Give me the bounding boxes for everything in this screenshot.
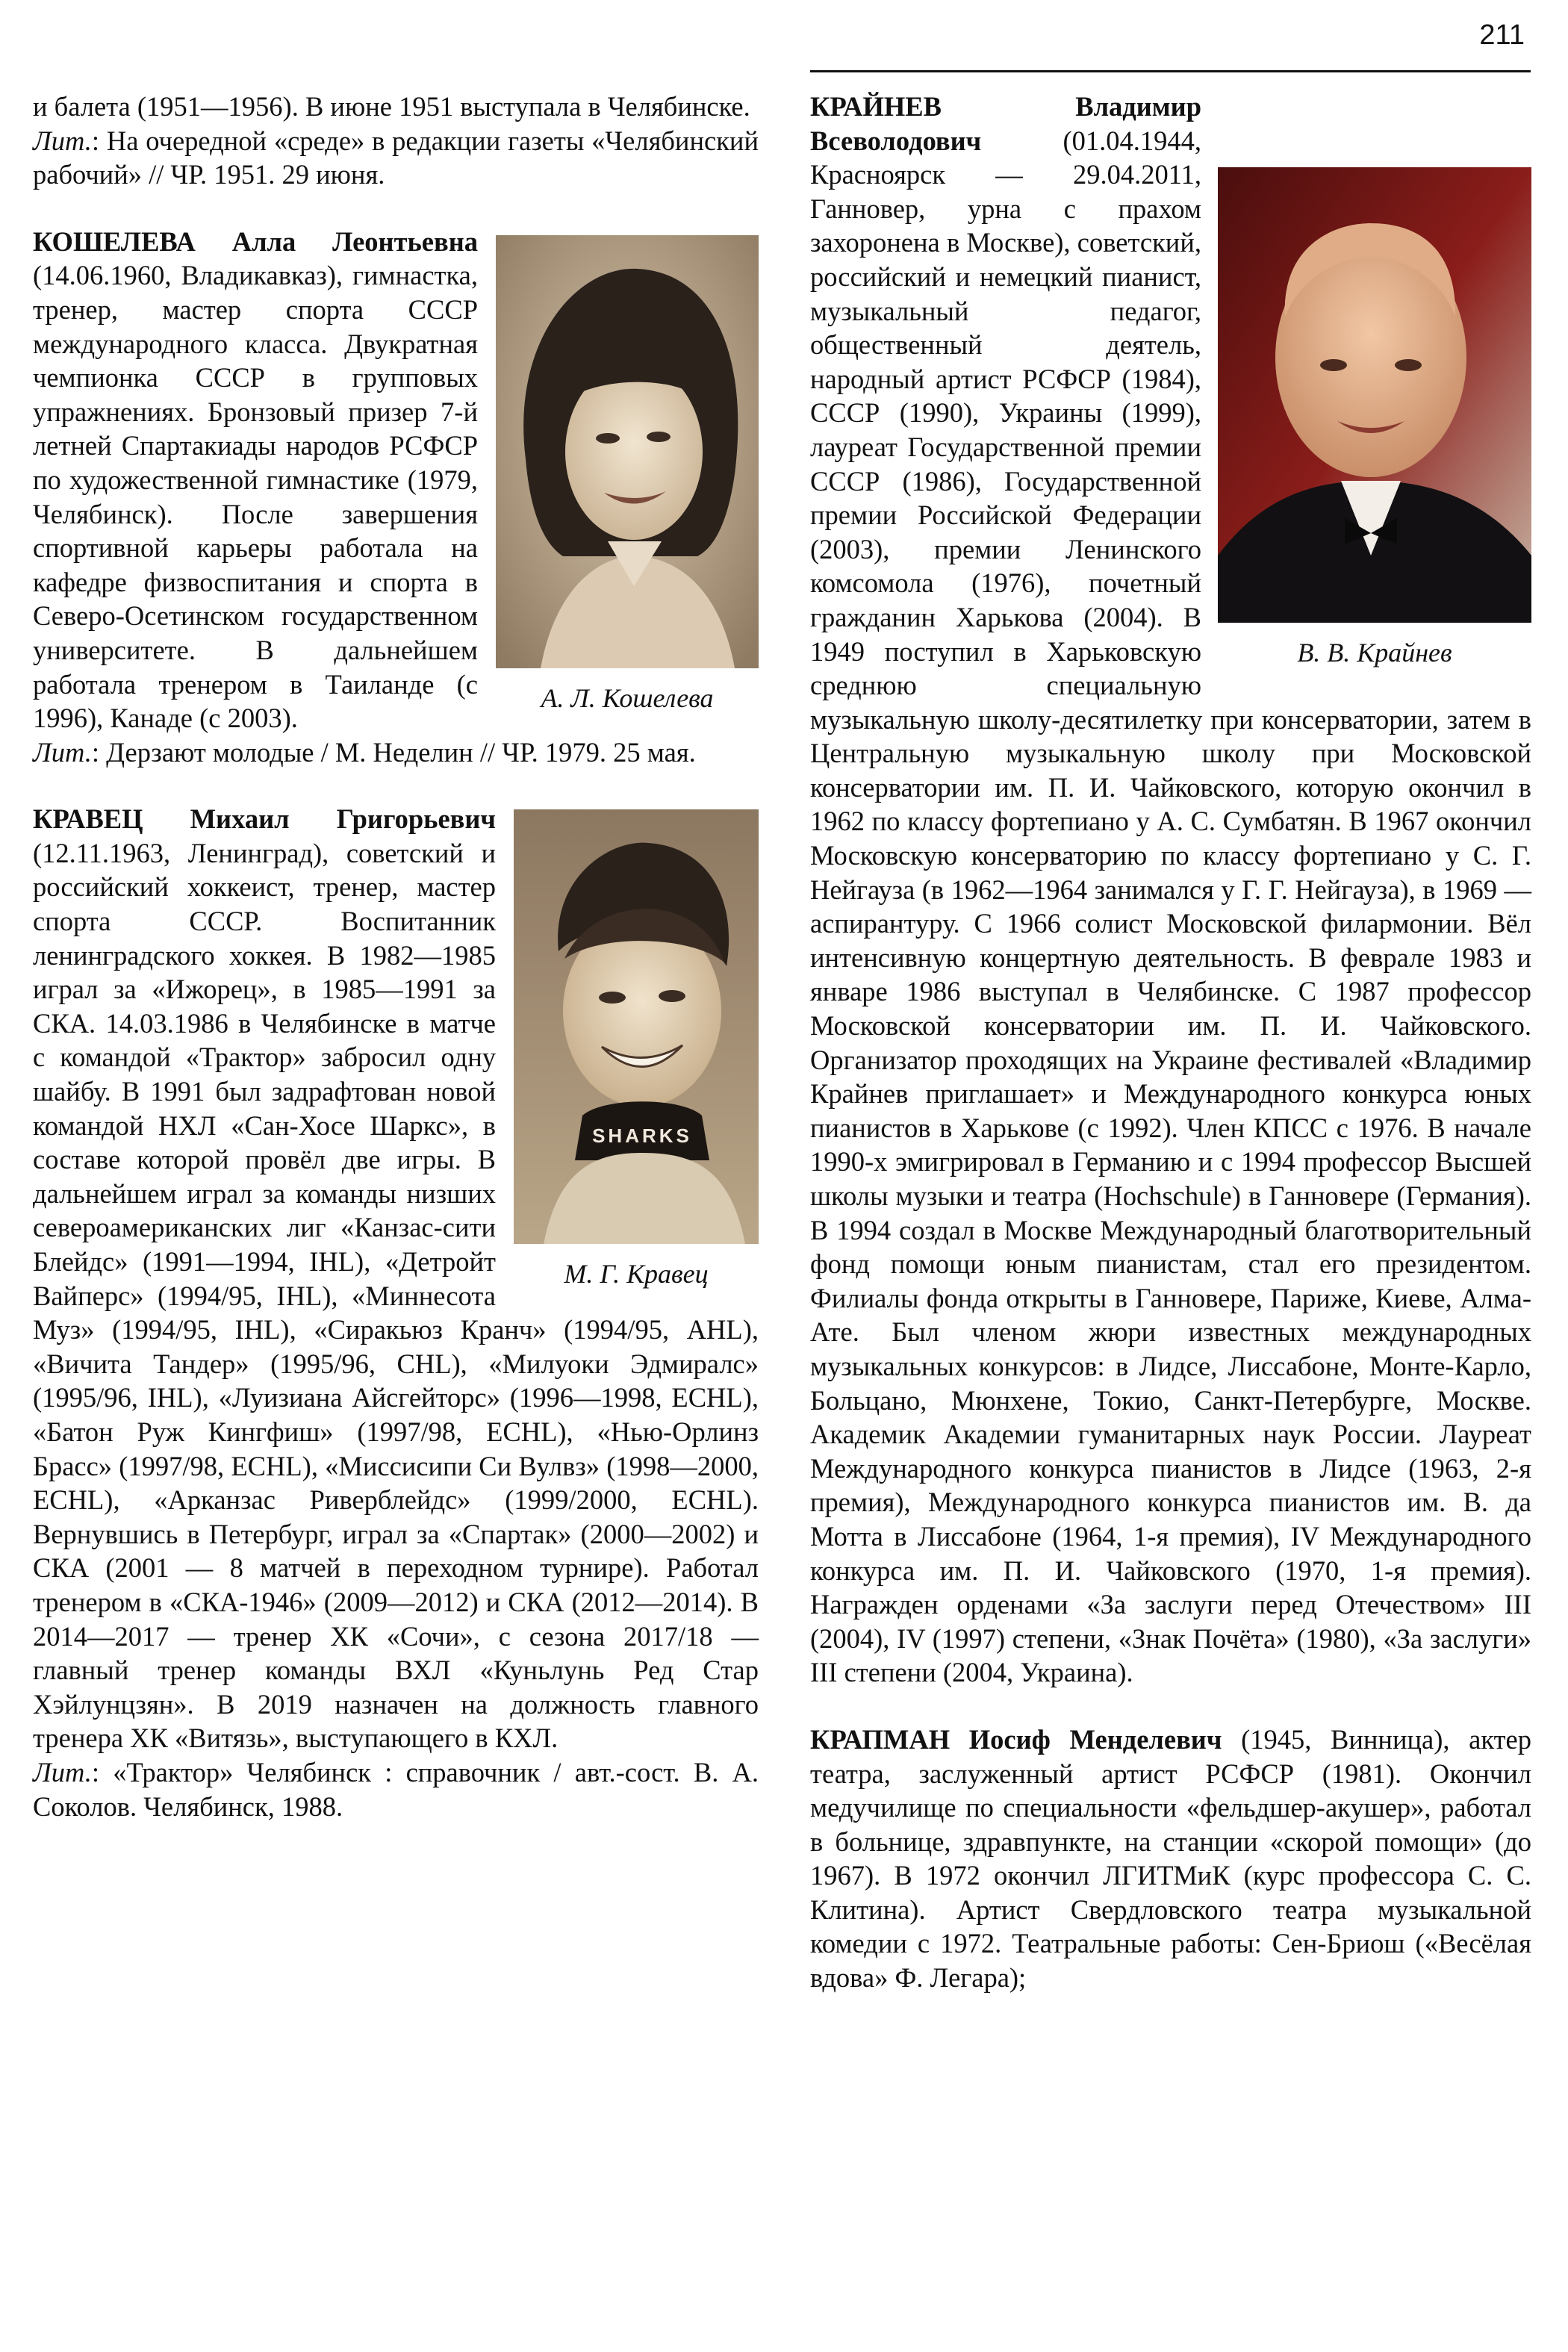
header-rule — [810, 70, 1531, 72]
photo-figure-krainev — [1218, 167, 1531, 675]
page-number: 211 — [1479, 19, 1525, 51]
photo-figure-kosheleva — [496, 235, 759, 721]
photo-caption: В. В. Крайнев — [1297, 638, 1452, 668]
portrait-photo-kravets — [514, 809, 759, 1244]
entry-text: КРАПМАН Иосиф Менделевич (1945, Винница), актер театра, заслуженный артист РСФСР (1981). Окончил медучилище по специальности «фельдшер-акушер», работал в больнице, здравпункте, на станции «скорой помощи» (до 1967). В 1972 окончил ЛГИТМиК (курс профессора С. С. Клитина). Артист Свердловского театра музыкальной комедии с 1972. Театральные работы: Сен-Бриош («Весёлая вдова» Ф. Легара); — [810, 1723, 1532, 1994]
entry-continuation — [33, 90, 759, 192]
entry-text: и балета (1951—1956). В июне 1951 выступала в Челябинске. — [33, 91, 750, 122]
right-column — [810, 90, 1531, 2028]
entry-kravets — [33, 802, 759, 1823]
entry-text: КРАЙНЕВ Владимир Всеволодович (01.04.1944, Красноярск — 29.04.2011, Ганновер, урна с прахом захоронена в Москве), советский, российский и немецкий пианист, музыкальный педагог, общественный деятель, народный артист РСФСР (1984), СССР (1990), Украины (1999), лауреат Государственной премии СССР (1986), Государственной премии Российской Федерации (2003), премии Ленинского комсомола (1976), почетный гражданин Харькова (2004). В 1949 поступил в Харьковскую среднюю специальную музыкальную школу-десятилетку при консерватории, затем в Центральную музыкальную школу при Московской консерватории им. П. И. Чайковского, которую окончил в 1962 по классу фортепиано у А. С. Сумбатян. В 1967 окончил Московскую консерваторию по классу фортепиано у С. Г. Нейгауза (в 1962—1964 занимался у Г. Г. Нейгауза), в 1969 — аспирантуру. С 1966 солист Московской филармонии. Вёл интенсивную концертную деятельность. В феврале 1983 и январе 1986 выступал в Челябинске. С 1987 профессор Московской консерватории им. П. И. Чайковского. Организатор проходящих на Украине фестивалей «Владимир Крайнев приглашает» и Международного конкурса юных пианистов в Харькове (с 1992). Член КПСС с 1976. В начале 1990-х эмигрировал в Германию и с 1994 профессор Высшей школы музыки и театра (Hochschule) в Ганновере (Германия). В 1994 создал в Москве Международный благотворительный фонд помощи юным пианистам, стал его президентом. Филиалы фонда открыты в Ганновере, Париже, Киеве, Алма-Ате. Был членом жюри известных международных музыкальных конкурсов: в Лидсе, Лиссабоне, Монте-Карло, Больцано, Мюнхене, Токио, Санкт-Петербурге, Москве. Академик Академии гуманитарных наук России. Лауреат Международного конкурса пианистов в Лидсе (1963, 2-я премия), Международного конкурса пианистов им. В. да Мотта в Лиссабоне (1964, 1-я премия), IV Международного конкурса им. П. И. Чайковского (1970, 1-я премия). Награжден орденами «За заслуги перед Отечеством» III (2004), IV (1997) степени, «Знак Почёта» (1980), «За заслуги» III степени (2004, Украина). — [810, 91, 1531, 1688]
portrait-image — [514, 809, 759, 1244]
entry-name: КРАВЕЦ Михаил Григорьевич — [33, 803, 496, 835]
entry-literature: Лит.: Дерзают молодые / М. Неделин // ЧР. 1979. 25 мая. — [33, 736, 696, 768]
portrait-photo-kosheleva — [496, 235, 759, 668]
portrait-image — [496, 235, 759, 668]
entry-name: КРАЙНЕВ Владимир Всеволодович — [810, 91, 1201, 156]
portrait-photo-krainev — [1218, 167, 1531, 623]
entry-name: КРАПМАН Иосиф Менделевич — [810, 1723, 1222, 1755]
entry-text: КРАВЕЦ Михаил Григорьевич (12.11.1963, Ленинград), советский и российский хоккеист, тренер, мастер спорта СССР. Воспитанник ленинградского хоккея. В 1982—1985 играл за «Ижорец», в 1985—1991 за СКА. 14.03.1986 в Челябинске в матче с командой «Трактор» забросил одну шайбу. В 1991 был задрафтован новой командой НХЛ «Сан-Хосе Шаркс», в составе которой провёл две игры. В дальнейшем играл за команды низших североамериканских лиг «Канзас-сити Блейдс» (1991—1994, IHL), «Детройт Вайперс» (1994/95, IHL), «Миннесота Муз» (1994/95, IHL), «Сиракьюз Кранч» (1994/95, AHL), «Вичита Тандер» (1995/96, CHL), «Милуоки Эдмиралс» (1995/96, IHL), «Луизиана Айсгейторс» (1996—1998, ECHL), «Батон Руж Кингфиш» (1997/98, ECHL), «Нью-Орлинз Брасс» (1997/98, ECHL), «Миссисипи Си Вулвз» (1998—2000, ECHL), «Арканзас Риверблейдс» (1999/2000, ECHL). Вернувшись в Петербург, играл за «Спартак» (2000—2002) и СКА (2001 — 8 матчей в переходном турнире). Работал тренером в «СКА-1946» (2009—2012) и СКА (2012—2014). В 2014—2017 — тренер ХК «Сочи», с сезона 2017/18 — главный тренер команды ВХЛ «Куньлунь Ред Стар Хэйлунцзян». В 2019 назначен на должность главного тренера ХК «Витязь», выступающего в КХЛ. — [33, 803, 759, 1754]
photo-caption: А. Л. Кошелева — [541, 682, 714, 713]
entry-kosheleva — [33, 225, 759, 770]
photo-caption: М. Г. Кравец — [564, 1259, 709, 1289]
entry-name: КОШЕЛЕВА Алла Леонтьевна — [33, 225, 478, 257]
left-column — [33, 90, 759, 1856]
entry-krapman — [810, 1723, 1531, 1995]
entry-krainev — [810, 90, 1531, 1690]
photo-figure-kravets — [514, 809, 759, 1295]
entry-literature: Лит.: «Трактор» Челябинск : справочник / авт.-сост. В. А. Соколов. Челябинск, 1988. — [33, 1756, 759, 1822]
entry-text: КОШЕЛЕВА Алла Леонтьевна (14.06.1960, Владикавказ), гимнастка, тренер, мастер спорта СССР международного класса. Двукратная чемпионка СССР в групповых упражнениях. Бронзовый призер 7-й летней Спартакиады народов РСФСР по художественной гимнастике (1979, Челябинск). После завершения спортивной карьеры работала на кафедре физвоспитания и спорта в Северо-Осетинском государственном университете. В дальнейшем работала тренером в Таиланде (с 1996), Канаде (с 2003). — [33, 225, 478, 734]
portrait-image — [1218, 167, 1531, 623]
sweater-logo: SHARKS — [592, 1124, 692, 1148]
entry-literature: Лит.: На очередной «среде» в редакции газеты «Челябинский рабочий» // ЧР. 1951. 29 июня. — [33, 125, 759, 190]
